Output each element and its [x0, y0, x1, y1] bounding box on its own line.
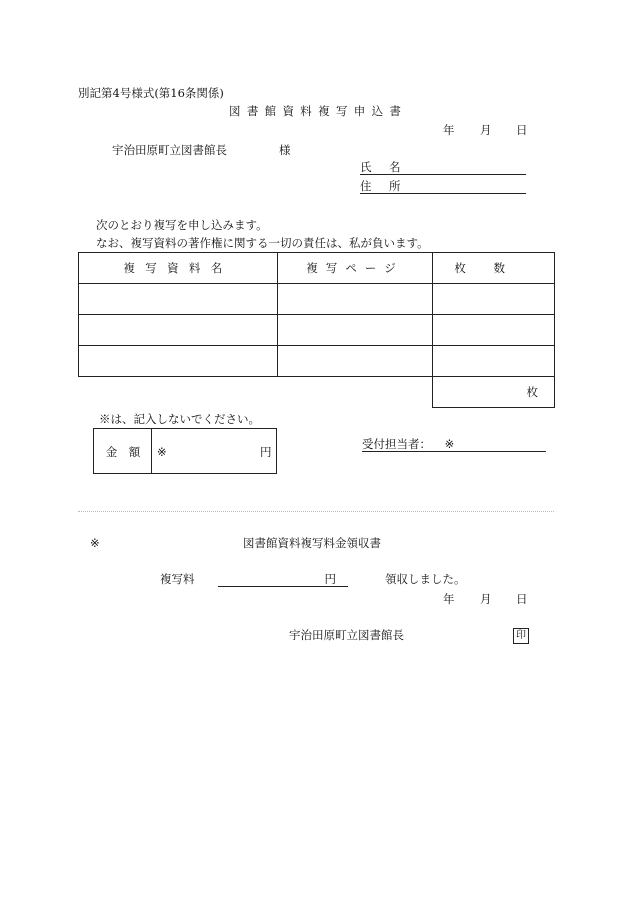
fee-box	[93, 428, 277, 474]
intro-line-1: 次のとおり複写を申し込みます。	[96, 218, 268, 232]
date-month: 月	[480, 123, 492, 137]
date-day: 日	[516, 123, 528, 137]
receipt-issuer: 宇治田原町立図書館長	[289, 628, 404, 642]
name-field[interactable]: 氏 名	[360, 160, 526, 175]
table-row[interactable]	[79, 284, 555, 315]
fee-unit: 円	[260, 445, 272, 459]
fee-label: 金 額	[105, 445, 141, 459]
receipt-fee-field[interactable]	[218, 572, 348, 587]
form-reference: 別記第4号様式(第16条関係)	[78, 86, 224, 100]
cut-line	[78, 511, 554, 512]
receipt-received: 領収しました。	[385, 572, 466, 586]
copy-request-table	[78, 252, 555, 408]
copy-pages-cell[interactable]	[278, 315, 433, 346]
receipt-title: 図書館資料複写料金領収書	[243, 536, 381, 550]
receipt-fee-label: 複写料	[160, 572, 195, 586]
reception-label: 受付担当者：	[362, 437, 431, 451]
total-unit: 枚	[526, 385, 538, 399]
table-row[interactable]	[79, 346, 555, 377]
sheet-count-cell[interactable]	[433, 346, 555, 377]
seal-icon: 印	[513, 628, 529, 644]
header-material-name: 複写資料名	[123, 261, 233, 275]
fee-mark: ※	[157, 445, 167, 459]
material-name-cell[interactable]	[79, 284, 278, 315]
address-field[interactable]: 住 所	[360, 179, 526, 194]
addressee: 宇治田原町立図書館長	[112, 143, 227, 157]
receipt-mark: ※	[90, 536, 100, 550]
receipt-date-day: 日	[516, 592, 528, 606]
reception-mark: ※	[444, 437, 455, 451]
sheet-count-cell[interactable]	[433, 284, 555, 315]
date-year: 年	[443, 123, 455, 137]
table-total-row	[79, 377, 555, 408]
copy-pages-cell[interactable]	[278, 346, 433, 377]
copy-pages-cell[interactable]	[278, 284, 433, 315]
material-name-cell[interactable]	[79, 346, 278, 377]
table-header-row	[79, 253, 555, 284]
intro-line-2: なお、複写資料の著作権に関する一切の責任は、私が負います。	[96, 236, 429, 250]
header-sheet-count: 枚数	[454, 261, 533, 275]
header-copy-pages: 複写ページ	[306, 261, 404, 275]
receipt-fee-unit: 円	[324, 572, 336, 586]
form-title: 図書館資料複写申込書	[229, 104, 408, 118]
table-row[interactable]	[79, 315, 555, 346]
sheet-count-cell[interactable]	[433, 315, 555, 346]
reception-field[interactable]	[362, 437, 546, 452]
office-note: ※は、記入しないでください。	[99, 412, 260, 426]
material-name-cell[interactable]	[79, 315, 278, 346]
total-sheets-cell[interactable]	[433, 377, 555, 408]
receipt-date-year: 年	[443, 592, 455, 606]
honorific: 様	[279, 143, 291, 157]
receipt-date-month: 月	[480, 592, 492, 606]
